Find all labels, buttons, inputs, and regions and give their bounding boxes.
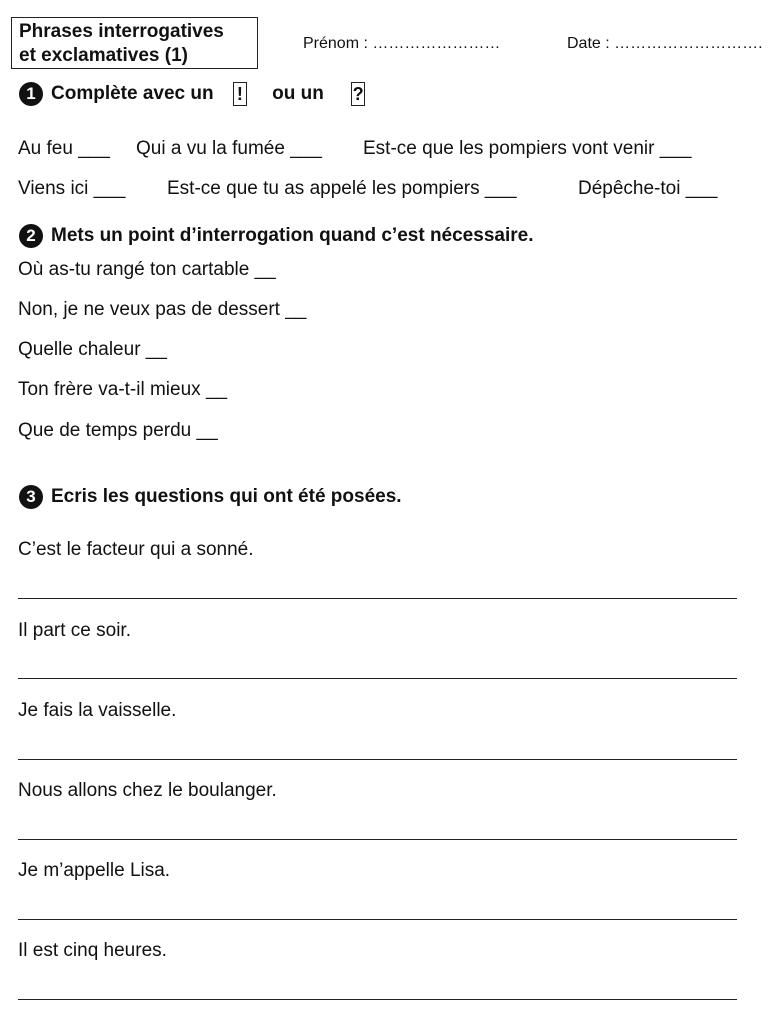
question-mark-box: ? [352,84,364,104]
ex2-sentence-4: Ton frère va-t-il mieux __ [18,379,228,400]
ex1-sentence-6: Dépêche-toi ___ [578,178,718,199]
answer-line-6[interactable] [18,999,737,1000]
answer-line-4[interactable] [18,839,737,840]
instruction-part-a: Complète avec un [51,83,214,104]
ex3-sentence-3: Je fais la vaisselle. [18,700,177,721]
exercise-2-instruction-text: Mets un point d’interrogation quand c’est nécessaire. [51,225,534,246]
ex1-sentence-5: Est-ce que tu as appelé les pompiers ___ [167,178,517,199]
ex1-sentence-3: Est-ce que les pompiers vont venir ___ [363,138,692,159]
ex2-sentence-3: Quelle chaleur __ [18,339,167,360]
ex1-sentence-2: Qui a vu la fumée ___ [136,138,322,159]
ex3-sentence-6: Il est cinq heures. [18,940,167,961]
ex1-sentence-4: Viens ici ___ [18,178,126,199]
prenom-field[interactable]: Prénom : …………………… [303,35,501,52]
ex3-sentence-2: Il part ce soir. [18,620,131,641]
exercise-3-instruction-text: Ecris les questions qui ont été posées. [51,486,402,507]
ex2-sentence-5: Que de temps perdu __ [18,420,218,441]
ex3-sentence-5: Je m’appelle Lisa. [18,860,171,881]
answer-line-5[interactable] [18,919,737,920]
exercise-1-number: 1 [19,82,43,106]
answer-line-3[interactable] [18,759,737,760]
answer-line-1[interactable] [18,598,737,599]
exercise-2-number: 2 [19,224,43,248]
ex1-sentence-1: Au feu ___ [18,138,110,159]
instruction-part-b: ou un [272,83,324,104]
ex2-sentence-1: Où as-tu rangé ton cartable __ [18,259,276,280]
exclamation-mark-box: ! [233,82,247,106]
ex3-sentence-1: C’est le facteur qui a sonné. [18,539,254,560]
title-line-2: et exclamatives (1) [19,45,188,66]
answer-line-2[interactable] [18,678,737,679]
exercise-2-instruction [19,223,533,249]
exercise-1-instruction [19,81,365,107]
exercise-3-number: 3 [19,485,43,509]
ex3-sentence-4: Nous allons chez le boulanger. [18,780,277,801]
ex2-sentence-2: Non, je ne veux pas de dessert __ [18,299,307,320]
date-field[interactable]: Date : ………………………. [567,35,763,52]
exercise-3-instruction [19,484,402,510]
worksheet-title [11,17,258,69]
title-line-1: Phrases interrogatives [19,21,224,42]
